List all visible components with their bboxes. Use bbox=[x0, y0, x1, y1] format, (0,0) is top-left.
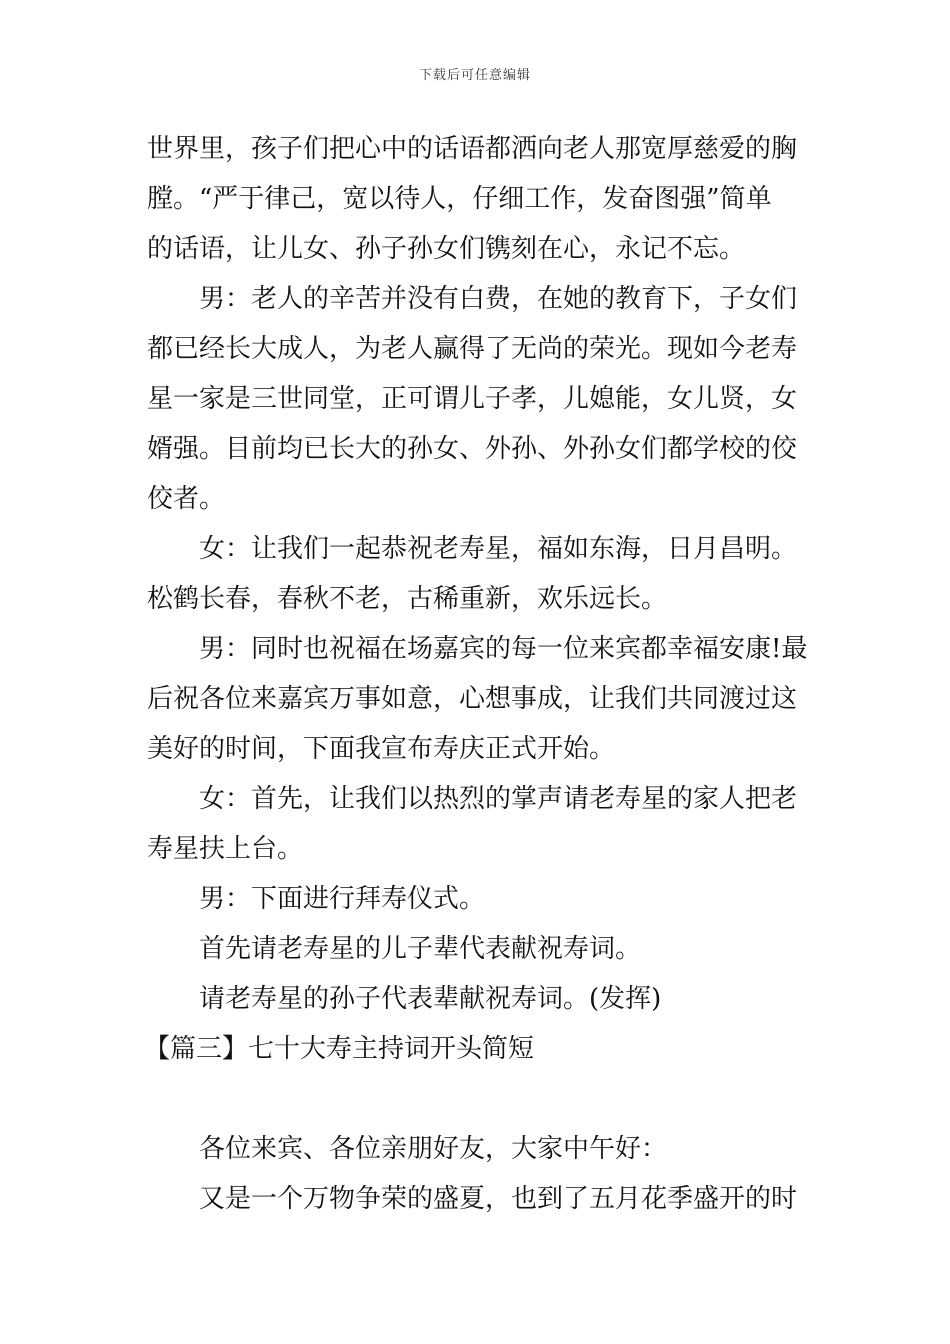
text-line: 美好的时间，下面我宣布寿庆正式开始。 bbox=[147, 734, 616, 764]
text-line: 星一家是三世同堂，正可谓儿子孝，儿媳能，女儿贤，女 bbox=[147, 384, 798, 414]
text-line: 的话语，让儿女、孙子孙女们镌刻在心，永记不忘。 bbox=[147, 234, 746, 264]
text-line: 婿强。目前均已长大的孙女、外孙、外孙女们都学校的佼 bbox=[147, 434, 798, 464]
paragraph-start: 各位来宾、各位亲朋好友，大家中午好： bbox=[199, 1134, 668, 1164]
paragraph-start: 男：同时也祝福在场嘉宾的每一位来宾都幸福安康!最 bbox=[199, 634, 808, 664]
paragraph-start: 男：老人的辛苦并没有白费，在她的教育下，子女们 bbox=[199, 284, 798, 314]
text-line: 膛。“严于律己，宽以待人，仔细工作，发奋图强”简单 bbox=[147, 184, 772, 214]
page-header-note: 下载后可任意编辑 bbox=[418, 68, 531, 83]
text-line: 佼者。 bbox=[147, 484, 226, 514]
document-body bbox=[144, 124, 809, 1224]
text-line: 都已经长大成人，为老人赢得了无尚的荣光。现如今老寿 bbox=[147, 334, 798, 364]
paragraph-start: 女：让我们一起恭祝老寿星，福如东海，日月昌明。 bbox=[199, 534, 798, 564]
paragraph-start: 首先请老寿星的儿子辈代表献祝寿词。 bbox=[199, 934, 642, 964]
section-heading: 【篇三】七十大寿主持词开头简短 bbox=[144, 1034, 535, 1064]
paragraph-start: 男：下面进行拜寿仪式。 bbox=[199, 884, 486, 914]
text-line: 松鹤长春，春秋不老，古稀重新，欢乐远长。 bbox=[147, 584, 668, 614]
text-line: 后祝各位来嘉宾万事如意，心想事成，让我们共同渡过这 bbox=[147, 684, 798, 714]
paragraph-start: 又是一个万物争荣的盛夏，也到了五月花季盛开的时 bbox=[199, 1184, 798, 1214]
paragraph-start: 女：首先，让我们以热烈的掌声请老寿星的家人把老 bbox=[199, 784, 798, 814]
text-line: 寿星扶上台。 bbox=[147, 834, 304, 864]
blank-line bbox=[147, 1074, 809, 1124]
paragraph-start: 请老寿星的孙子代表辈献祝寿词。(发挥) bbox=[199, 984, 662, 1014]
text-line: 世界里，孩子们把心中的话语都洒向老人那宽厚慈爱的胸 bbox=[147, 134, 798, 164]
